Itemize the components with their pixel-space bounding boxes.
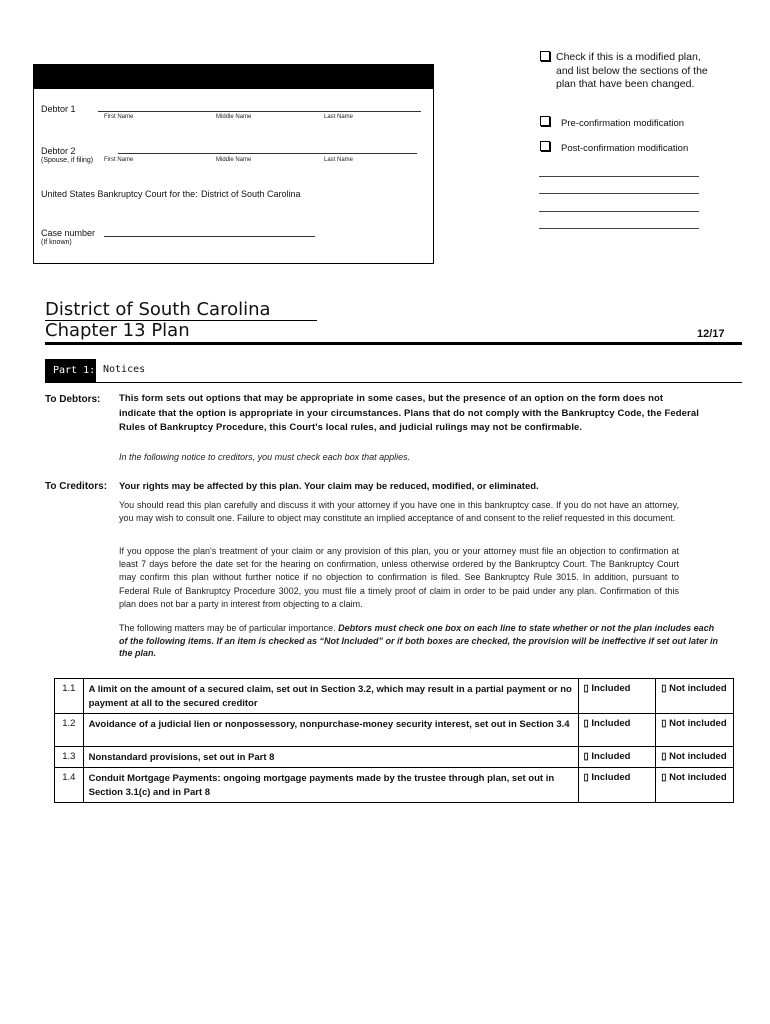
form-date: 12/17 bbox=[697, 328, 725, 340]
debtor1-first-name-caption: First Name bbox=[104, 114, 134, 120]
item-number: 1.2 bbox=[55, 714, 84, 747]
pre-confirmation-checkbox[interactable] bbox=[540, 116, 550, 126]
modified-sections-line-1[interactable] bbox=[539, 176, 699, 177]
item-description: Nonstandard provisions, set out in Part 8 bbox=[83, 747, 578, 768]
not-included-checkbox[interactable]: ▯ Not included bbox=[656, 714, 734, 747]
post-confirmation-checkbox[interactable] bbox=[540, 141, 550, 151]
debtor1-middle-name-caption: Middle Name bbox=[216, 114, 252, 120]
not-included-checkbox[interactable]: ▯ Not included bbox=[656, 747, 734, 768]
item-number: 1.4 bbox=[55, 768, 84, 803]
creditors-paragraph-3 bbox=[119, 622, 719, 660]
debtor2-last-name-caption: Last Name bbox=[324, 157, 354, 163]
court-label: United States Bankruptcy Court for the: bbox=[41, 189, 198, 199]
to-creditors-heading: Your rights may be affected by this plan. Your claim may be reduced, modified, or eliminated. bbox=[119, 481, 539, 492]
item-number: 1.1 bbox=[55, 679, 84, 714]
debtor2-name-field[interactable] bbox=[118, 153, 417, 154]
plan-items-table bbox=[54, 678, 734, 803]
pre-confirmation-label: Pre-confirmation modification bbox=[561, 118, 685, 129]
modified-sections-line-4[interactable] bbox=[539, 228, 699, 229]
debtor-info-box bbox=[33, 64, 434, 264]
to-debtors-label: To Debtors: bbox=[45, 394, 101, 405]
debtor2-first-name-caption: First Name bbox=[104, 157, 134, 163]
paragraph-3-emphasis: Debtors must check one box on each line to state whether or not the plan includes each of the following items. If an item is checked as “Not Included” or if both boxes are checked, the provision will be ineffective if set out later in the plan. bbox=[119, 623, 718, 658]
part1-rule bbox=[45, 382, 742, 383]
case-number-label: Case number bbox=[41, 228, 96, 238]
part1-tag: Part 1: bbox=[45, 359, 96, 382]
debtor2-sub-label: (Spouse, if filing) bbox=[41, 157, 94, 164]
debtor2-middle-name-caption: Middle Name bbox=[216, 157, 252, 163]
included-checkbox[interactable]: ▯ Included bbox=[578, 747, 656, 768]
included-checkbox[interactable]: ▯ Included bbox=[578, 714, 656, 747]
modified-plan-checkbox[interactable] bbox=[540, 51, 550, 61]
table-row bbox=[55, 679, 734, 714]
creditors-paragraph-1: You should read this plan carefully and discuss it with your attorney if you have one in this bankruptcy case. If you do not have an attorney, you may wish to consult one. Failure to object may constitute an implied acceptance of and consent to the relief requested in this document. bbox=[119, 500, 679, 524]
to-debtors-text: This form sets out options that may be appropriate in some cases, but the presence of an option on the form does not indicate that the option is appropriate in your circumstances. Plans that do not comply with the Bankruptcy Code, the Federal Rules of Bankruptcy Procedure, this Court's local rules, and judicial rulings may not be confirmable. bbox=[119, 393, 699, 433]
debtor1-label: Debtor 1 bbox=[41, 104, 76, 114]
item-description: Avoidance of a judicial lien or nonpossessory, nonpurchase-money security interest, set out in Section 3.4 bbox=[83, 714, 578, 747]
item-description: Conduit Mortgage Payments: ongoing mortgage payments made by the trustee through plan, set out in Section 3.1(c) and in Part 8 bbox=[83, 768, 578, 803]
included-checkbox[interactable]: ▯ Included bbox=[578, 679, 656, 714]
plan-title: Chapter 13 Plan bbox=[45, 320, 190, 341]
notice-instruction: In the following notice to creditors, you must check each box that applies. bbox=[119, 452, 411, 462]
not-included-checkbox[interactable]: ▯ Not included bbox=[656, 768, 734, 803]
title-rule bbox=[45, 342, 742, 345]
header-bar bbox=[34, 65, 433, 89]
modified-plan-text: Check if this is a modified plan, and list below the sections of the plan that have been changed. bbox=[556, 51, 708, 90]
part1-title: Notices bbox=[103, 364, 146, 375]
modified-sections-line-2[interactable] bbox=[539, 193, 699, 194]
debtor1-last-name-caption: Last Name bbox=[324, 114, 354, 120]
to-creditors-label: To Creditors: bbox=[45, 481, 108, 492]
creditors-paragraph-2: If you oppose the plan's treatment of your claim or any provision of this plan, you or your attorney must file an objection to confirmation at least 7 days before the date set for the hearing on confirmation, unless otherwise ordered by the Bankruptcy Court. The Bankruptcy Court may confirm this plan without further notice if no objection to confirmation is filed. See Bankruptcy Rule 3015. In addition, pursuant to Federal Rule of Bankruptcy Procedure 3002, you must file a timely proof of claim in order to be paid under any plan. Confirmation of this plan does not bar a party in interest from objecting to a claim. bbox=[119, 546, 679, 609]
table-row bbox=[55, 768, 734, 803]
item-number: 1.3 bbox=[55, 747, 84, 768]
not-included-checkbox[interactable]: ▯ Not included bbox=[656, 679, 734, 714]
debtor1-name-field[interactable] bbox=[98, 111, 421, 112]
district-title: District of South Carolina bbox=[45, 299, 271, 320]
item-description: A limit on the amount of a secured claim, set out in Section 3.2, which may result in a partial payment or no payment at all to the secured creditor bbox=[83, 679, 578, 714]
case-number-field[interactable] bbox=[104, 236, 315, 237]
debtor2-label: Debtor 2 bbox=[41, 146, 76, 156]
table-row bbox=[55, 714, 734, 747]
case-number-sub-label: (If known) bbox=[41, 239, 72, 246]
paragraph-3-plain: The following matters may be of particular importance. bbox=[119, 623, 339, 633]
table-row bbox=[55, 747, 734, 768]
post-confirmation-label: Post-confirmation modification bbox=[561, 143, 689, 154]
court-value: District of South Carolina bbox=[201, 189, 301, 199]
modified-sections-line-3[interactable] bbox=[539, 211, 699, 212]
included-checkbox[interactable]: ▯ Included bbox=[578, 768, 656, 803]
